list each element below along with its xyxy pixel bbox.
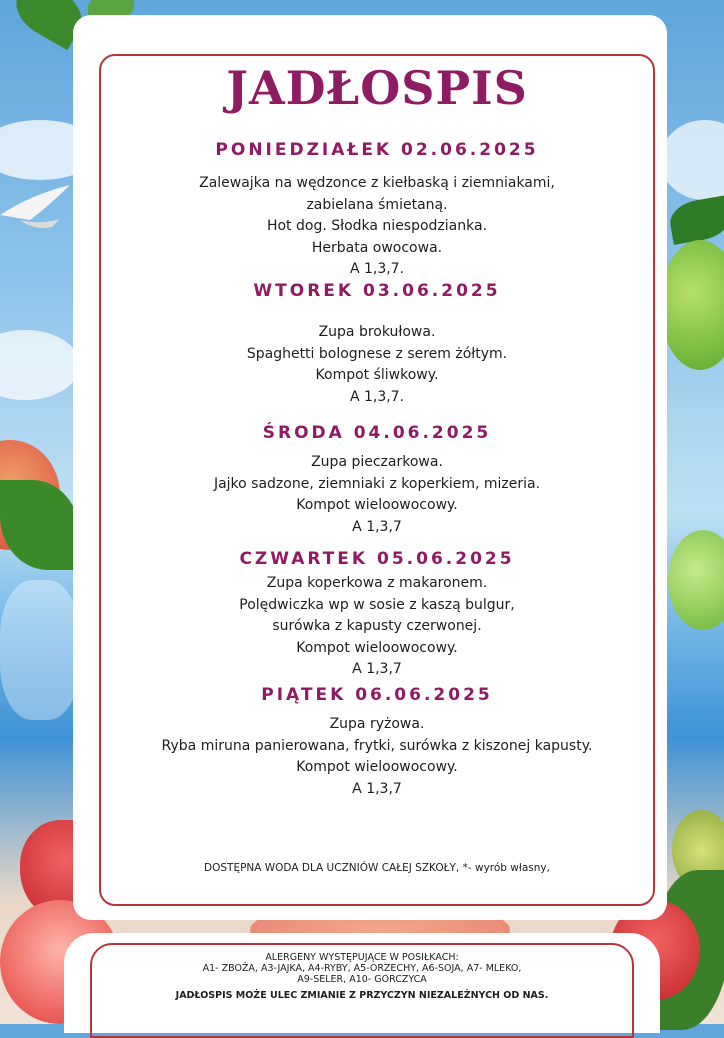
menu-line: A 1,3,7 bbox=[352, 661, 402, 677]
menu-line: surówka z kapusty czerwonej. bbox=[272, 618, 482, 634]
day-heading-tuesday: WTOREK 03.06.2025 bbox=[253, 281, 501, 301]
change-warning: JADŁOSPIS MOŻE ULEC ZMIANIE Z PRZYCZYN NIEZALEŻNYCH OD NAS. bbox=[175, 990, 549, 1001]
menu-line: Hot dog. Słodka niespodzianka. bbox=[266, 218, 488, 234]
water-note: DOSTĘPNA WODA DLA UCZNIÓW CAŁEJ SZKOŁY, *- wyrób własny, bbox=[204, 862, 550, 874]
menu-line: Kompot wieloowocowy. bbox=[296, 497, 458, 513]
allergen-list: A1- ZBOŻA, A3-JAJKA, A4-RYBY, A5-ORZECHY, A6-SOJA, A7- MLEKO, bbox=[202, 963, 522, 974]
menu-list-thursday bbox=[99, 573, 655, 681]
allergen-header: ALERGENY WYSTĘPUJĄCE W POSIŁKACH: bbox=[265, 952, 459, 963]
menu-list-monday bbox=[99, 173, 655, 281]
menu-line: Zalewajka na wędzonce z kiełbaską i ziemniakami, bbox=[199, 175, 555, 191]
menu-list-wednesday bbox=[99, 452, 655, 538]
menu-line: Jajko sadzone, ziemniaki z koperkiem, mizeria. bbox=[213, 475, 541, 492]
menu-line: Zupa brokułowa. bbox=[318, 324, 436, 340]
day-heading-monday: PONIEDZIAŁEK 02.06.2025 bbox=[215, 140, 539, 160]
menu-line: Kompot wieloowocowy. bbox=[296, 639, 458, 656]
day-heading-friday: PIĄTEK 06.06.2025 bbox=[261, 685, 493, 705]
menu-line: Spaghetti bolognese z serem żółtym. bbox=[246, 345, 508, 362]
menu-line: A 1,3,7 bbox=[352, 518, 402, 535]
water-splash-decoration bbox=[0, 580, 80, 720]
menu-line: A 1,3,7. bbox=[349, 261, 405, 277]
menu-line: Zupa ryżowa. bbox=[329, 716, 425, 732]
menu-line: Kompot śliwkowy. bbox=[315, 367, 439, 383]
menu-list-friday bbox=[99, 714, 655, 800]
menu-line: Kompot wieloowocowy. bbox=[296, 759, 458, 775]
page-title: JADŁOSPIS bbox=[226, 61, 528, 115]
seagull-icon bbox=[0, 175, 80, 235]
cloud-decoration bbox=[0, 330, 80, 400]
day-heading-thursday: CZWARTEK 05.06.2025 bbox=[239, 549, 515, 569]
menu-line: Herbata owocowa. bbox=[311, 239, 443, 256]
leaf-decoration bbox=[667, 195, 724, 245]
green-apple-decoration bbox=[668, 530, 724, 630]
menu-line: zabielana śmietaną. bbox=[306, 196, 448, 213]
leaf-decoration bbox=[0, 480, 80, 570]
menu-list-tuesday bbox=[99, 322, 655, 408]
menu-line: Zupa pieczarkowa. bbox=[311, 454, 443, 470]
green-apple-decoration bbox=[660, 240, 724, 370]
day-heading-wednesday: ŚRODA 04.06.2025 bbox=[262, 423, 492, 443]
menu-line: A 1,3,7. bbox=[349, 388, 405, 405]
menu-line: Ryba miruna panierowana, frytki, surówka z kiszonej kapusty. bbox=[161, 737, 593, 754]
allergen-list: A9-SELER, A10- GORCZYCA bbox=[297, 974, 427, 985]
cloud-decoration bbox=[660, 120, 724, 200]
menu-line: A 1,3,7 bbox=[352, 780, 402, 797]
menu-line: Polędwiczka wp w sosie z kaszą bulgur, bbox=[239, 596, 515, 613]
menu-line: Zupa koperkowa z makaronem. bbox=[266, 575, 488, 591]
